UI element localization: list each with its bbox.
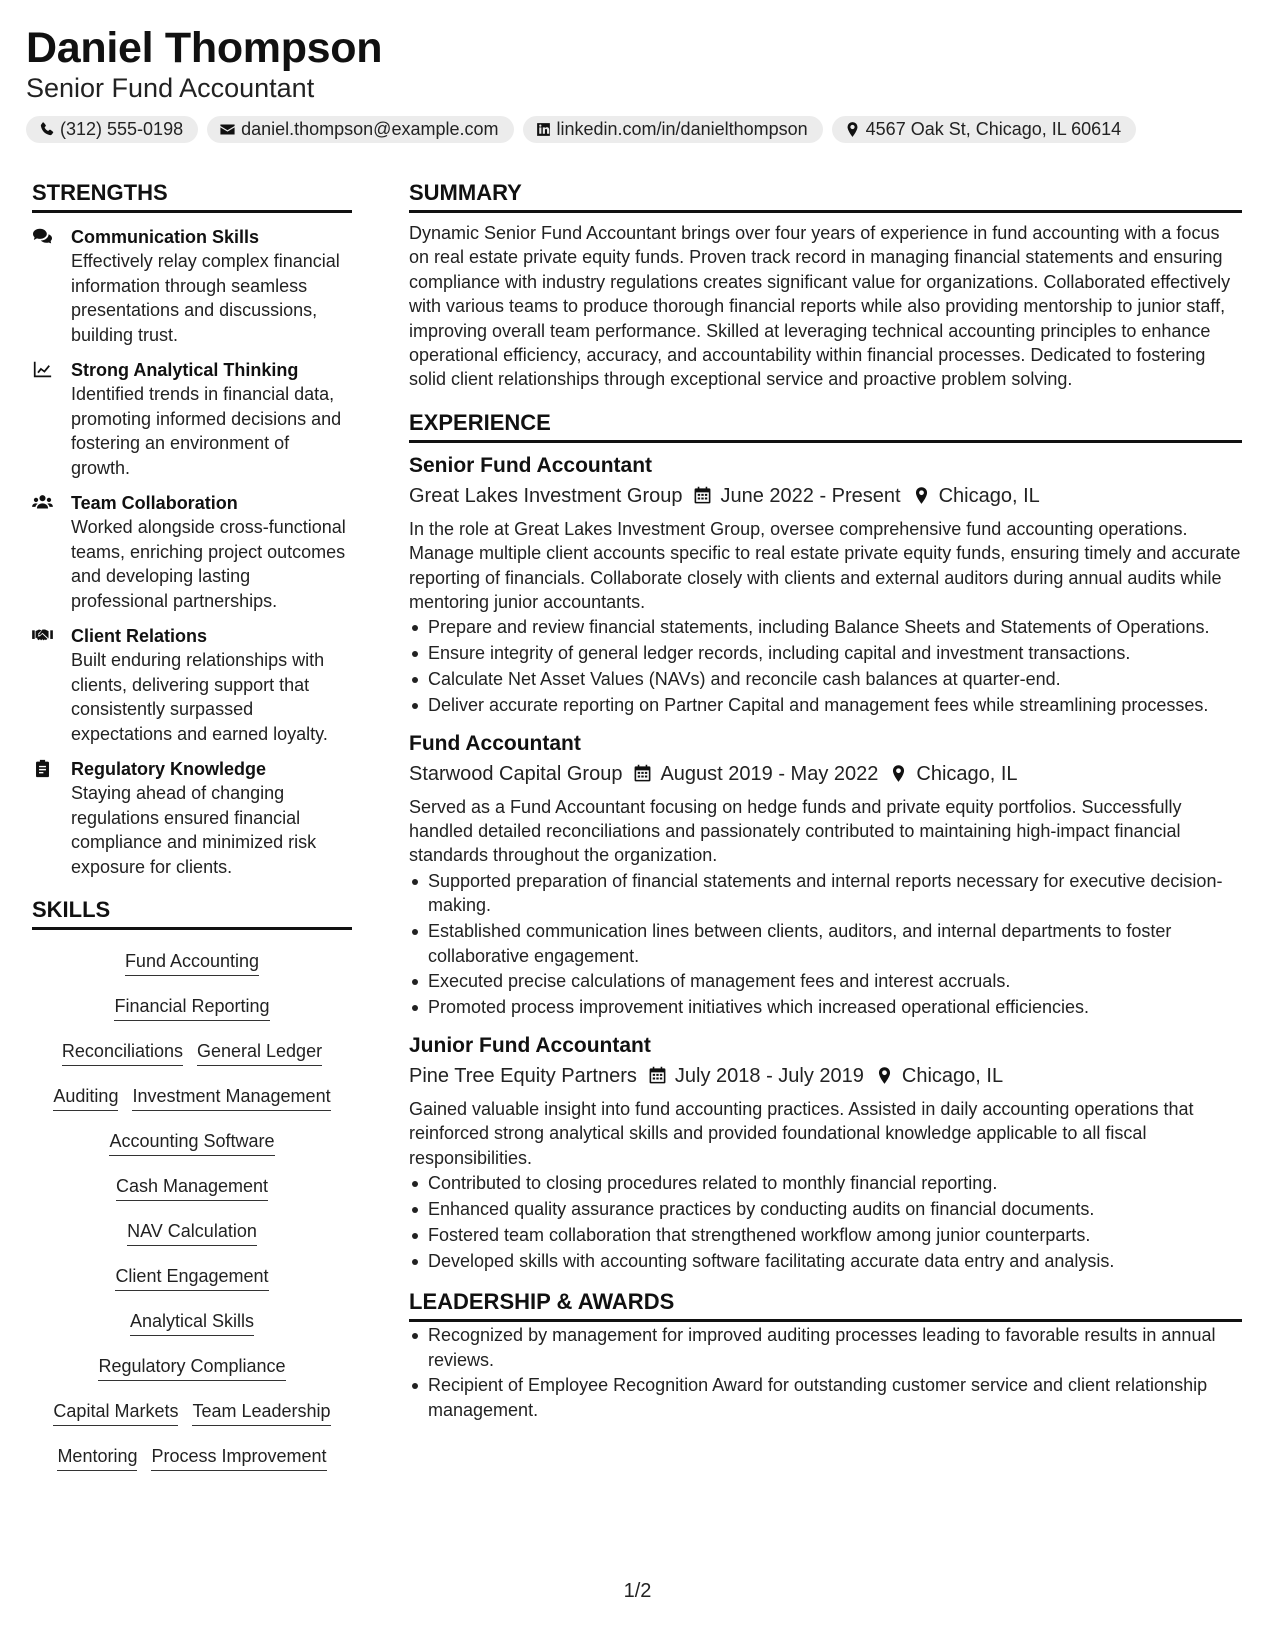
- skills-list: [32, 940, 352, 1480]
- candidate-title: Senior Fund Accountant: [26, 73, 315, 103]
- job-description: Served as a Fund Accountant focusing on hedge funds and private equity portfolios. Successfully handled detailed reconciliations and passionately contributed to maintaining high-impact financial standards throughout the organization.: [409, 796, 1182, 866]
- job-bullet: Deliver accurate reporting on Partner Capital and management fees while streamlining processes.: [409, 693, 1242, 717]
- contact-bar: [26, 116, 1249, 143]
- phone-icon: [38, 121, 55, 138]
- job-title: Senior Fund Accountant: [409, 453, 653, 477]
- line-chart-icon: [32, 360, 53, 379]
- linkedin-text: linkedin.com/in/danielthompson: [556, 119, 808, 139]
- calendar-icon: [693, 486, 712, 505]
- job-entry: [409, 451, 1242, 718]
- job-company: Great Lakes Investment Group: [409, 484, 683, 507]
- calendar-icon: [648, 1066, 667, 1085]
- strength-desc: Built enduring relationships with clients, delivering support that consistently surpassed expectations and earned loyalty.: [71, 650, 328, 744]
- strength-desc: Effectively relay complex financial information through seamless presentations and discussions, building trust.: [71, 251, 340, 345]
- skill-tag: Capital Markets: [53, 1399, 178, 1426]
- skill-tag: General Ledger: [197, 1039, 322, 1066]
- left-column: [32, 178, 352, 1480]
- strengths-list: [32, 225, 352, 879]
- chat-bubbles-icon: [32, 227, 53, 246]
- strength-item: [32, 358, 352, 480]
- users-icon: [32, 493, 53, 512]
- skill-tag: Financial Reporting: [114, 994, 269, 1021]
- candidate-name: Daniel Thompson: [26, 24, 383, 72]
- strength-title: Communication Skills: [71, 227, 260, 247]
- skill-tag: NAV Calculation: [127, 1219, 257, 1246]
- strength-desc: Staying ahead of changing regulations ensured financial compliance and minimized risk exposure for clients.: [71, 783, 317, 877]
- location-pin-icon: [844, 121, 861, 138]
- linkedin-icon: [535, 121, 552, 138]
- skill-tag: Process Improvement: [151, 1444, 326, 1471]
- job-bullet: Supported preparation of financial statements and internal reports necessary for executive decision-making.: [409, 869, 1242, 918]
- leadership-list: [409, 1323, 1242, 1422]
- summary-heading: SUMMARY: [409, 178, 1242, 213]
- job-entry: [409, 1031, 1242, 1273]
- job-bullets: [409, 869, 1242, 1020]
- job-bullet: Contributed to closing procedures related to monthly financial reporting.: [409, 1171, 1242, 1195]
- phone-text: (312) 555-0198: [60, 119, 184, 139]
- contact-address[interactable]: [832, 116, 1137, 143]
- job-bullet: Fostered team collaboration that strengthened workflow among junior counterparts.: [409, 1223, 1242, 1247]
- job-dates: June 2022 - Present: [720, 484, 901, 507]
- job-bullets: [409, 1171, 1242, 1273]
- location-pin-icon: [875, 1066, 894, 1085]
- job-company: Starwood Capital Group: [409, 762, 623, 785]
- job-title: Junior Fund Accountant: [409, 1033, 651, 1057]
- job-meta: [409, 481, 1242, 511]
- job-bullet: Established communication lines between clients, auditors, and internal departments to foster collaborative engagement.: [409, 919, 1242, 968]
- handshake-icon: [32, 626, 53, 645]
- leadership-item: Recipient of Employee Recognition Award for outstanding customer service and client relationship management.: [409, 1373, 1242, 1422]
- leadership-heading: LEADERSHIP & AWARDS: [409, 1287, 1242, 1322]
- skill-tag: Investment Management: [132, 1084, 330, 1111]
- job-bullet: Promoted process improvement initiatives which increased operational efficiencies.: [409, 995, 1242, 1019]
- job-entry: [409, 729, 1242, 1020]
- envelope-icon: [219, 121, 236, 138]
- job-bullet: Prepare and review financial statements, including Balance Sheets and Statements of Operations.: [409, 615, 1242, 639]
- strength-title: Team Collaboration: [71, 493, 238, 513]
- job-bullet: Executed precise calculations of management fees and interest accruals.: [409, 969, 1242, 993]
- page-number: 1/2: [623, 1580, 652, 1602]
- strength-item: [32, 491, 352, 613]
- job-location: Chicago, IL: [901, 1064, 1004, 1087]
- strength-title: Strong Analytical Thinking: [71, 360, 299, 380]
- email-text: daniel.thompson@example.com: [241, 119, 499, 139]
- skill-tag: Fund Accounting: [125, 949, 259, 976]
- leadership-item: Recognized by management for improved auditing processes leading to favorable results in annual reviews.: [409, 1323, 1242, 1372]
- job-bullets: [409, 615, 1242, 717]
- skill-tag: Team Leadership: [192, 1399, 330, 1426]
- clipboard-icon: [32, 759, 53, 778]
- strength-title: Regulatory Knowledge: [71, 759, 267, 779]
- job-dates: July 2018 - July 2019: [674, 1064, 864, 1087]
- location-pin-icon: [912, 486, 931, 505]
- address-text: 4567 Oak St, Chicago, IL 60614: [865, 119, 1122, 139]
- job-dates: August 2019 - May 2022: [660, 762, 879, 785]
- strength-item: [32, 624, 352, 746]
- skill-tag: Cash Management: [116, 1174, 268, 1201]
- strengths-heading: STRENGTHS: [32, 178, 352, 213]
- contact-phone[interactable]: [26, 116, 198, 143]
- contact-email[interactable]: [207, 116, 513, 143]
- strength-desc: Identified trends in financial data, promoting informed decisions and fostering an environment of growth.: [71, 384, 342, 478]
- job-bullet: Enhanced quality assurance practices by conducting audits on financial documents.: [409, 1197, 1242, 1221]
- skill-tag: Regulatory Compliance: [98, 1354, 285, 1381]
- job-bullet: Calculate Net Asset Values (NAVs) and reconcile cash balances at quarter-end.: [409, 667, 1242, 691]
- job-meta: [409, 1061, 1242, 1091]
- location-pin-icon: [889, 764, 908, 783]
- job-meta: [409, 759, 1242, 789]
- strength-title: Client Relations: [71, 626, 208, 646]
- strength-desc: Worked alongside cross-functional teams, enriching project outcomes and developing lasting professional partnerships.: [71, 517, 346, 611]
- skill-tag: Analytical Skills: [130, 1309, 254, 1336]
- skill-tag: Reconciliations: [62, 1039, 183, 1066]
- summary-text: Dynamic Senior Fund Accountant brings over four years of experience in fund accounting with a focus on real estate private equity funds. Proven track record in managing financial statements and ensuring compliance with industry regulations creates significant value for organizations. Collaborated effectively with various teams to produce thorough financial reports while also providing mentorship to junior staff, improving overall team performance. Skilled at leveraging technical accounting principles to enhance operational efficiency, accuracy, and accountability within financial processes. Dedicated to fostering solid client relationships through exceptional service and proactive problem solving.: [409, 223, 1231, 390]
- job-description: In the role at Great Lakes Investment Group, oversee comprehensive fund accounting operations. Manage multiple client accounts specific to real estate private equity funds, ensuring timely and accurate reporting of financials. Collaborate closely with clients and external auditors during annual audits while mentoring junior accountants.: [409, 518, 1241, 613]
- skill-tag: Client Engagement: [115, 1264, 268, 1291]
- skill-tag: Accounting Software: [109, 1129, 274, 1156]
- job-description: Gained valuable insight into fund accounting practices. Assisted in daily accounting operations that reinforced strong analytical skills and provided foundational knowledge applicable to all fiscal responsibilities.: [409, 1098, 1194, 1168]
- skill-tag: Mentoring: [57, 1444, 137, 1471]
- skills-heading: SKILLS: [32, 895, 352, 930]
- job-location: Chicago, IL: [938, 484, 1040, 507]
- job-company: Pine Tree Equity Partners: [409, 1064, 637, 1087]
- strength-item: [32, 757, 352, 879]
- contact-linkedin[interactable]: [523, 116, 823, 143]
- job-bullet: Ensure integrity of general ledger records, including capital and investment transactions.: [409, 641, 1242, 665]
- job-bullet: Developed skills with accounting software facilitating accurate data entry and analysis.: [409, 1249, 1242, 1273]
- skill-tag: Auditing: [53, 1084, 118, 1111]
- job-location: Chicago, IL: [916, 762, 1018, 785]
- job-title: Fund Accountant: [409, 731, 581, 755]
- experience-heading: EXPERIENCE: [409, 408, 1242, 443]
- calendar-icon: [633, 764, 652, 783]
- resume-header: [26, 22, 1249, 143]
- strength-item: [32, 225, 352, 347]
- right-column: [409, 178, 1242, 1424]
